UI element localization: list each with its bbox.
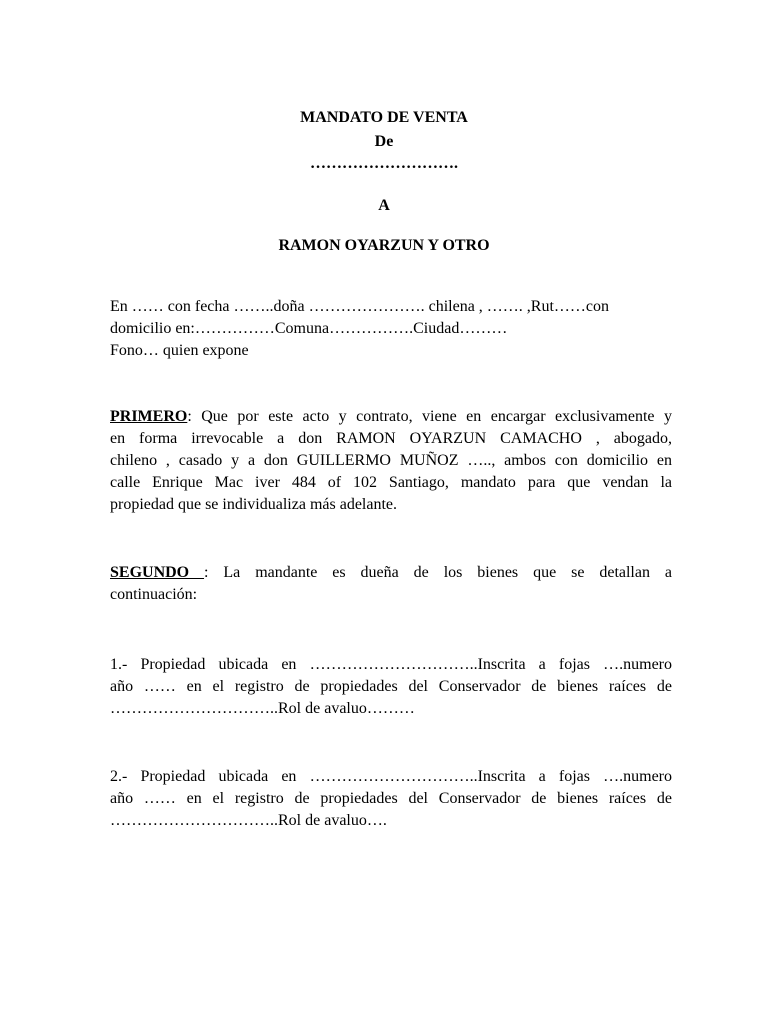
primero-paragraph — [110, 406, 672, 516]
item-line: …………………………..Rol de avaluo…. — [110, 812, 387, 829]
title-de: De — [374, 133, 394, 150]
primero-line: propiedad que se individualiza más adelante. — [110, 496, 398, 513]
primero-text: : Que por este acto y contrato, viene en encargar exclusivamente y — [187, 408, 672, 425]
intro-line: En …… con fecha ……..doña …………………. chilena , ……. ,Rut……con — [110, 298, 610, 315]
primero-line: calle Enrique Mac iver 484 of 102 Santiago, mandato para que vendan la — [110, 474, 672, 491]
primero-heading: PRIMERO — [110, 408, 188, 425]
segundo-paragraph — [110, 562, 672, 606]
property-item-2 — [110, 766, 672, 832]
primero-line: en forma irrevocable a don RAMON OYARZUN CAMACHO , abogado, — [110, 430, 672, 447]
item-line: 2.- Propiedad ubicada en …………………………..Inscrita a fojas ….numero — [110, 768, 672, 785]
title-recipient: RAMON OYARZUN Y OTRO — [278, 237, 490, 254]
segundo-text: : La mandante es dueña de los bienes que se detallan a — [204, 564, 672, 581]
intro-line: domicilio en:……………Comuna…………….Ciudad……… — [110, 320, 508, 337]
item-line: año …… en el registro de propiedades del Conservador de bienes raíces de — [110, 678, 672, 695]
item-line: año …… en el registro de propiedades del Conservador de bienes raíces de — [110, 790, 672, 807]
intro-line: Fono… quien expone — [110, 342, 249, 359]
segundo-line — [110, 562, 672, 584]
item-line: 1.- Propiedad ubicada en …………………………..Inscrita a fojas ….numero — [110, 656, 672, 673]
segundo-line: continuación: — [110, 586, 198, 603]
title-blank-name: ………………………. — [310, 155, 458, 172]
title-a: A — [378, 197, 390, 214]
document-title: MANDATO DE VENTA — [300, 109, 468, 126]
property-item-1 — [110, 654, 672, 720]
intro-paragraph — [110, 296, 672, 362]
segundo-heading: SEGUNDO — [110, 564, 205, 581]
item-line: …………………………..Rol de avaluo……… — [110, 700, 415, 717]
primero-line: chileno , casado y a don GUILLERMO MUÑOZ ….., ambos con domicilio en — [110, 452, 672, 469]
primero-line — [110, 406, 672, 428]
